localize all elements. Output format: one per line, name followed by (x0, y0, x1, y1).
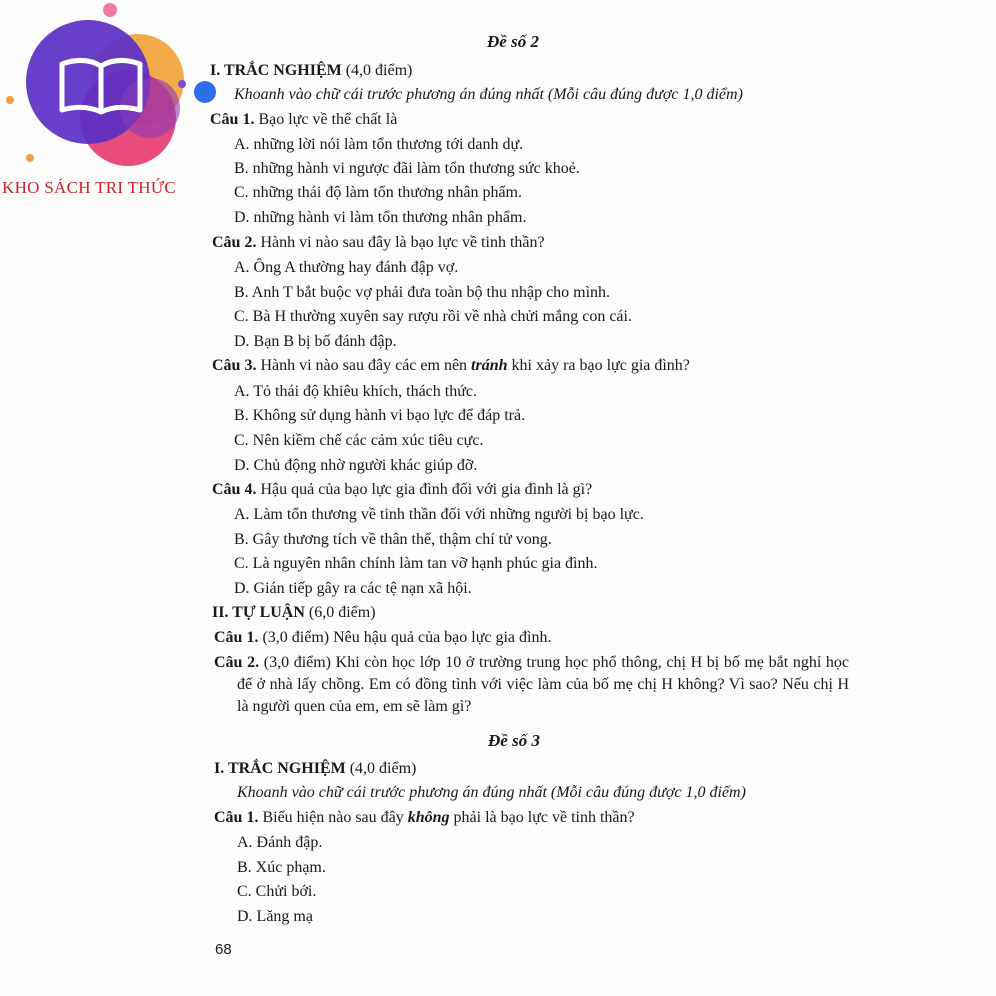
exam-2-q1-option-b: B. những hành vi ngược đãi làm tổn thương sức khoẻ. (234, 160, 580, 177)
exam-2-section-1-heading: I. TRẮC NGHIỆM (4,0 điểm) (210, 62, 413, 79)
exam-3-question-1: Câu 1. Biểu hiện nào sau đây không phải là bạo lực về tinh thần? (214, 809, 635, 826)
exam-2-q2-option-a: A. Ông A thường hay đánh đập vợ. (234, 259, 459, 276)
exam-3-q1-option-b: B. Xúc phạm. (237, 859, 326, 876)
exam-2-title: Đề số 2 (487, 32, 539, 51)
exam-2-q3-option-a: A. Tỏ thái độ khiêu khích, thách thức. (234, 383, 477, 400)
exam-2-section-2-heading: II. TỰ LUẬN (6,0 điểm) (212, 604, 376, 621)
page-number: 68 (215, 941, 232, 958)
exam-2-q2-option-b: B. Anh T bắt buộc vợ phải đưa toàn bộ thu nhập cho mình. (234, 284, 611, 301)
exam-2-q2-option-c: C. Bà H thường xuyên say rượu rồi về nhà chửi mắng con cái. (234, 308, 632, 325)
exam-3-q1-option-a: A. Đánh đập. (237, 834, 323, 851)
exam-2-q3-option-d: D. Chủ động nhờ người khác giúp đỡ. (234, 457, 478, 474)
exam-3-title: Đề số 3 (488, 731, 540, 750)
exam-2-instruction: Khoanh vào chữ cái trước phương án đúng nhất (Mỗi câu đúng được 1,0 điểm) (234, 86, 743, 103)
exam-2-q3-option-c: C. Nên kiềm chế các cảm xúc tiêu cực. (234, 432, 484, 449)
exam-3-q1-option-c: C. Chửi bới. (237, 883, 317, 900)
exam-2-question-3: Câu 3. Hành vi nào sau đây các em nên tránh khi xảy ra bạo lực gia đình? (212, 357, 690, 374)
exam-2-q4-option-a: A. Làm tổn thương về tinh thần đối với những người bị bạo lực. (234, 506, 644, 523)
exam-2-q1-option-a: A. những lời nói làm tổn thương tới danh dự. (234, 136, 524, 153)
exam-2-essay-1: Câu 1. (3,0 điểm) Nêu hậu quả của bạo lực gia đình. (214, 629, 552, 646)
exam-2-q2-option-d: D. Bạn B bị bố đánh đập. (234, 333, 397, 350)
kho-sach-tri-thuc-logo (0, 0, 230, 200)
exam-2-q1-option-d: D. những hành vi làm tổn thương nhân phẩm. (234, 209, 527, 226)
exam-2-question-2: Câu 2. Hành vi nào sau đây là bạo lực về tinh thần? (212, 234, 545, 251)
exam-3-instruction: Khoanh vào chữ cái trước phương án đúng nhất (Mỗi câu đúng được 1,0 điểm) (237, 784, 746, 801)
exam-3-section-1-heading: I. TRẮC NGHIỆM (4,0 điểm) (214, 760, 417, 777)
exam-2-question-1: Câu 1. Bạo lực về thể chất là (210, 111, 398, 128)
logo-text: KHO SÁCH TRI THỨC (2, 178, 176, 197)
exam-2-q1-option-c: C. những thái độ làm tổn thương nhân phẩm. (234, 184, 522, 201)
exam-2-essay-2: Câu 2. (3,0 điểm) Khi còn học lớp 10 ở trường trung học phổ thông, chị H bị bố mẹ bắt nghỉ học để ở nhà lấy chồng. Em có đồng tình với việc làm của bố mẹ chị H không? Vì sao? Nếu chị H là người quen của em, em sẽ làm gì? (214, 654, 850, 715)
exam-3-q1-option-d: D. Lăng mạ (237, 908, 313, 925)
exam-2-q4-option-d: D. Gián tiếp gây ra các tệ nạn xã hội. (234, 580, 472, 597)
exam-2-question-4: Câu 4. Hậu quả của bạo lực gia đình đối với gia đình là gì? (212, 481, 593, 498)
exam-2-q4-option-b: B. Gây thương tích về thân thể, thậm chí tử vong. (234, 531, 552, 548)
exam-2-q3-option-b: B. Không sử dụng hành vi bạo lực để đáp trả. (234, 407, 526, 424)
exam-2-q4-option-c: C. Là nguyên nhân chính làm tan vỡ hạnh phúc gia đình. (234, 555, 598, 572)
